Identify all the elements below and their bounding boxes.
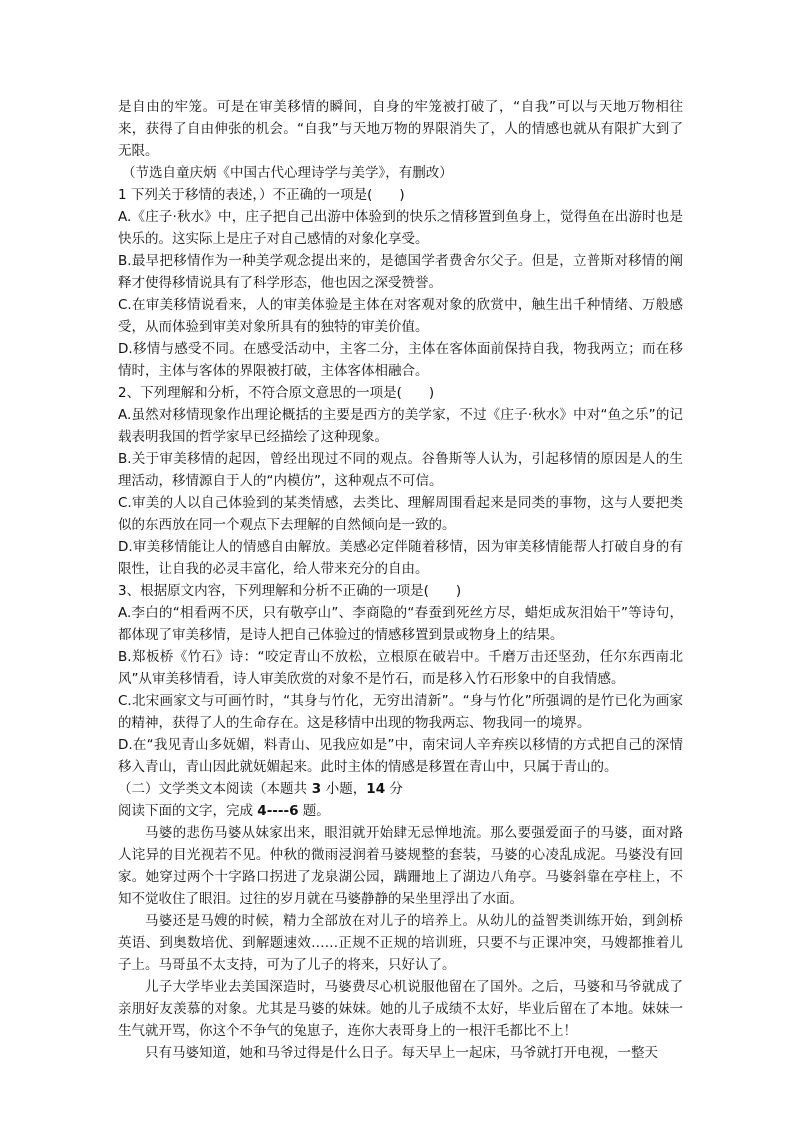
section-2-count: 3	[307, 781, 326, 797]
instruction-post: 题。	[298, 803, 330, 819]
question-3-option-d: D.在“我见青山多妩媚，料青山、见我应如是”中，南宋词人辛弃疾以移情的方式把自己的深情移入青山，青山因此就妩媚起来。此时主体的情感是移置在青山中，只属于青山的。	[118, 737, 683, 775]
question-1-option-b: B.最早把移情作为一种美学观念提出来的，是德国学者费舍尔父子。但是，立普斯对移情的阐释才使得移情说具有了科学形态，他也因之深受赞誉。	[118, 253, 683, 291]
story-paragraph-3: 儿子大学毕业去美国深造时，马婆费尽心机说服他留在了国外。之后，马婆和马爷就成了亲朋好友羡慕的对象。尤其是马婆的妹妹。她的儿子成绩不太好，毕业后留在了本地。妹妹一生气就开骂，你这个不争气的兔崽子，连你大表哥身上的一根汗毛都比不上！	[118, 979, 683, 1039]
source-citation: （节选自童庆炳《中国古代心理诗学与美学》，有删改）	[122, 165, 453, 181]
question-1-stem: 1 下列关于移情的表述，）不正确的一项是( )	[118, 187, 405, 203]
story-paragraph-2: 马婆还是马嫂的时候，精力全部放在对儿子的培养上。从幼儿的益智类训练开始，到剑桥英语、到奥数培优、到解题速效……正规不正规的培训班，只要不与正课冲突，马嫂都推着儿子上。马哥虽不太支持，可为了儿子的将来，只好认了。	[118, 913, 683, 973]
question-1-option-d: D.移情与感受不同。在感受活动中，主客二分，主体在客体面前保持自我，物我两立；而在移情时，主体与客体的界限被打破，主体客体相融合。	[118, 341, 683, 379]
question-2-stem: 2、下列理解和分析，不符合原文意思的一项是( )	[118, 385, 435, 401]
question-3-option-c: C.北宋画家文与可画竹时，“其身与竹化，无穷出清新”。“身与竹化”所强调的是竹已化为画家的精神，获得了人的生命存在。这是移情中出现的物我两忘、物我同一的境界。	[118, 693, 683, 731]
instruction-range: 4----6	[257, 803, 299, 819]
section-2-score: 14	[366, 781, 386, 797]
question-1-option-c: C.在审美移情说看来，人的审美体验是主体在对客观对象的欣赏中，触生出千种情绪、万般感受，从而体验到审美对象所具有的独特的审美价值。	[118, 297, 683, 335]
question-2-option-a: A.虽然对移情现象作出理论概括的主要是西方的美学家，不过《庄子·秋水》中对“鱼之乐”的记载表明我国的哲学家早已经描绘了这种现象。	[118, 407, 683, 445]
question-3-stem: 3、根据原文内容，下列理解和分析不正确的一项是( )	[118, 583, 462, 599]
question-3-option-a: A.李白的“相看两不厌，只有敬亭山”、李商隐的“春蚕到死丝方尽，蜡炬成灰泪始干”等诗句，都体现了审美移情，是诗人把自己体验过的情感移置到景或物身上的结果。	[118, 605, 683, 643]
section-2-instruction	[118, 800, 683, 822]
question-3-option-b: B.郑板桥《竹石》诗：“咬定青山不放松，立根原在破岩中。千磨万击还坚劲，任尔东西南北风”从审美移情看，诗人审美欣赏的对象不是竹石，而是移入竹石形象中的自我情感。	[118, 649, 683, 687]
story-paragraph-4: 只有马婆知道，她和马爷过得是什么日子。每天早上一起床，马爷就打开电视，一整天	[145, 1045, 658, 1061]
instruction-pre: 阅读下面的文字，完成	[118, 803, 258, 819]
section-2-title-pre: （二）文学类文本阅读（本题共	[118, 781, 307, 797]
document-page	[0, 96, 794, 1064]
question-2-option-b: B.关于审美移情的起因，曾经出现过不同的观点。谷鲁斯等人认为，引起移情的原因是人的生理活动，移情源自于人的“内模仿”，这种观点不可信。	[118, 451, 683, 489]
section-2-title	[118, 778, 683, 800]
passage-paragraph: 是自由的牢笼。可是在审美移情的瞬间，自身的牢笼被打破了，“自我”可以与天地万物相往来，获得了自由伸张的机会。“自我”与天地万物的界限消失了，人的情感也就从有限扩大到了无限。	[118, 99, 683, 159]
question-2-option-c: C.审美的人以自己体验到的某类情感，去类比、理解周围看起来是同类的事物，这与人要把类似的东西放在同一个观点下去理解的自然倾向是一致的。	[118, 495, 683, 533]
question-1-option-a: A.《庄子·秋水》中，庄子把自己出游中体验到的快乐之情移置到鱼身上，觉得鱼在出游时也是快乐的。这实际上是庄子对自己感情的对象化享受。	[118, 209, 683, 247]
story-paragraph-1: 马婆的悲伤马婆从妹家出来，眼泪就开始肆无忌惮地流。那么要强爱面子的马婆，面对路人诧异的目光视若不见。仲秋的微雨浸润着马婆规整的套装，马婆的心凌乱成泥。马婆没有回家。她穿过两个十字路口拐进了龙泉湖公园，蹒跚地上了湖边八角亭。马婆斜靠在亭柱上，不知不觉收住了眼泪。过往的岁月就在马婆静静的呆坐里浮出了水面。	[118, 825, 683, 907]
question-2-option-d: D.审美移情能让人的情感自由解放。美感必定伴随着移情，因为审美移情能帮人打破自身的有限性，让自我的必灵丰富化，给人带来充分的自由。	[118, 539, 683, 577]
section-2-title-mid: 小题，	[325, 781, 367, 797]
section-2-title-post: 分	[385, 781, 403, 797]
